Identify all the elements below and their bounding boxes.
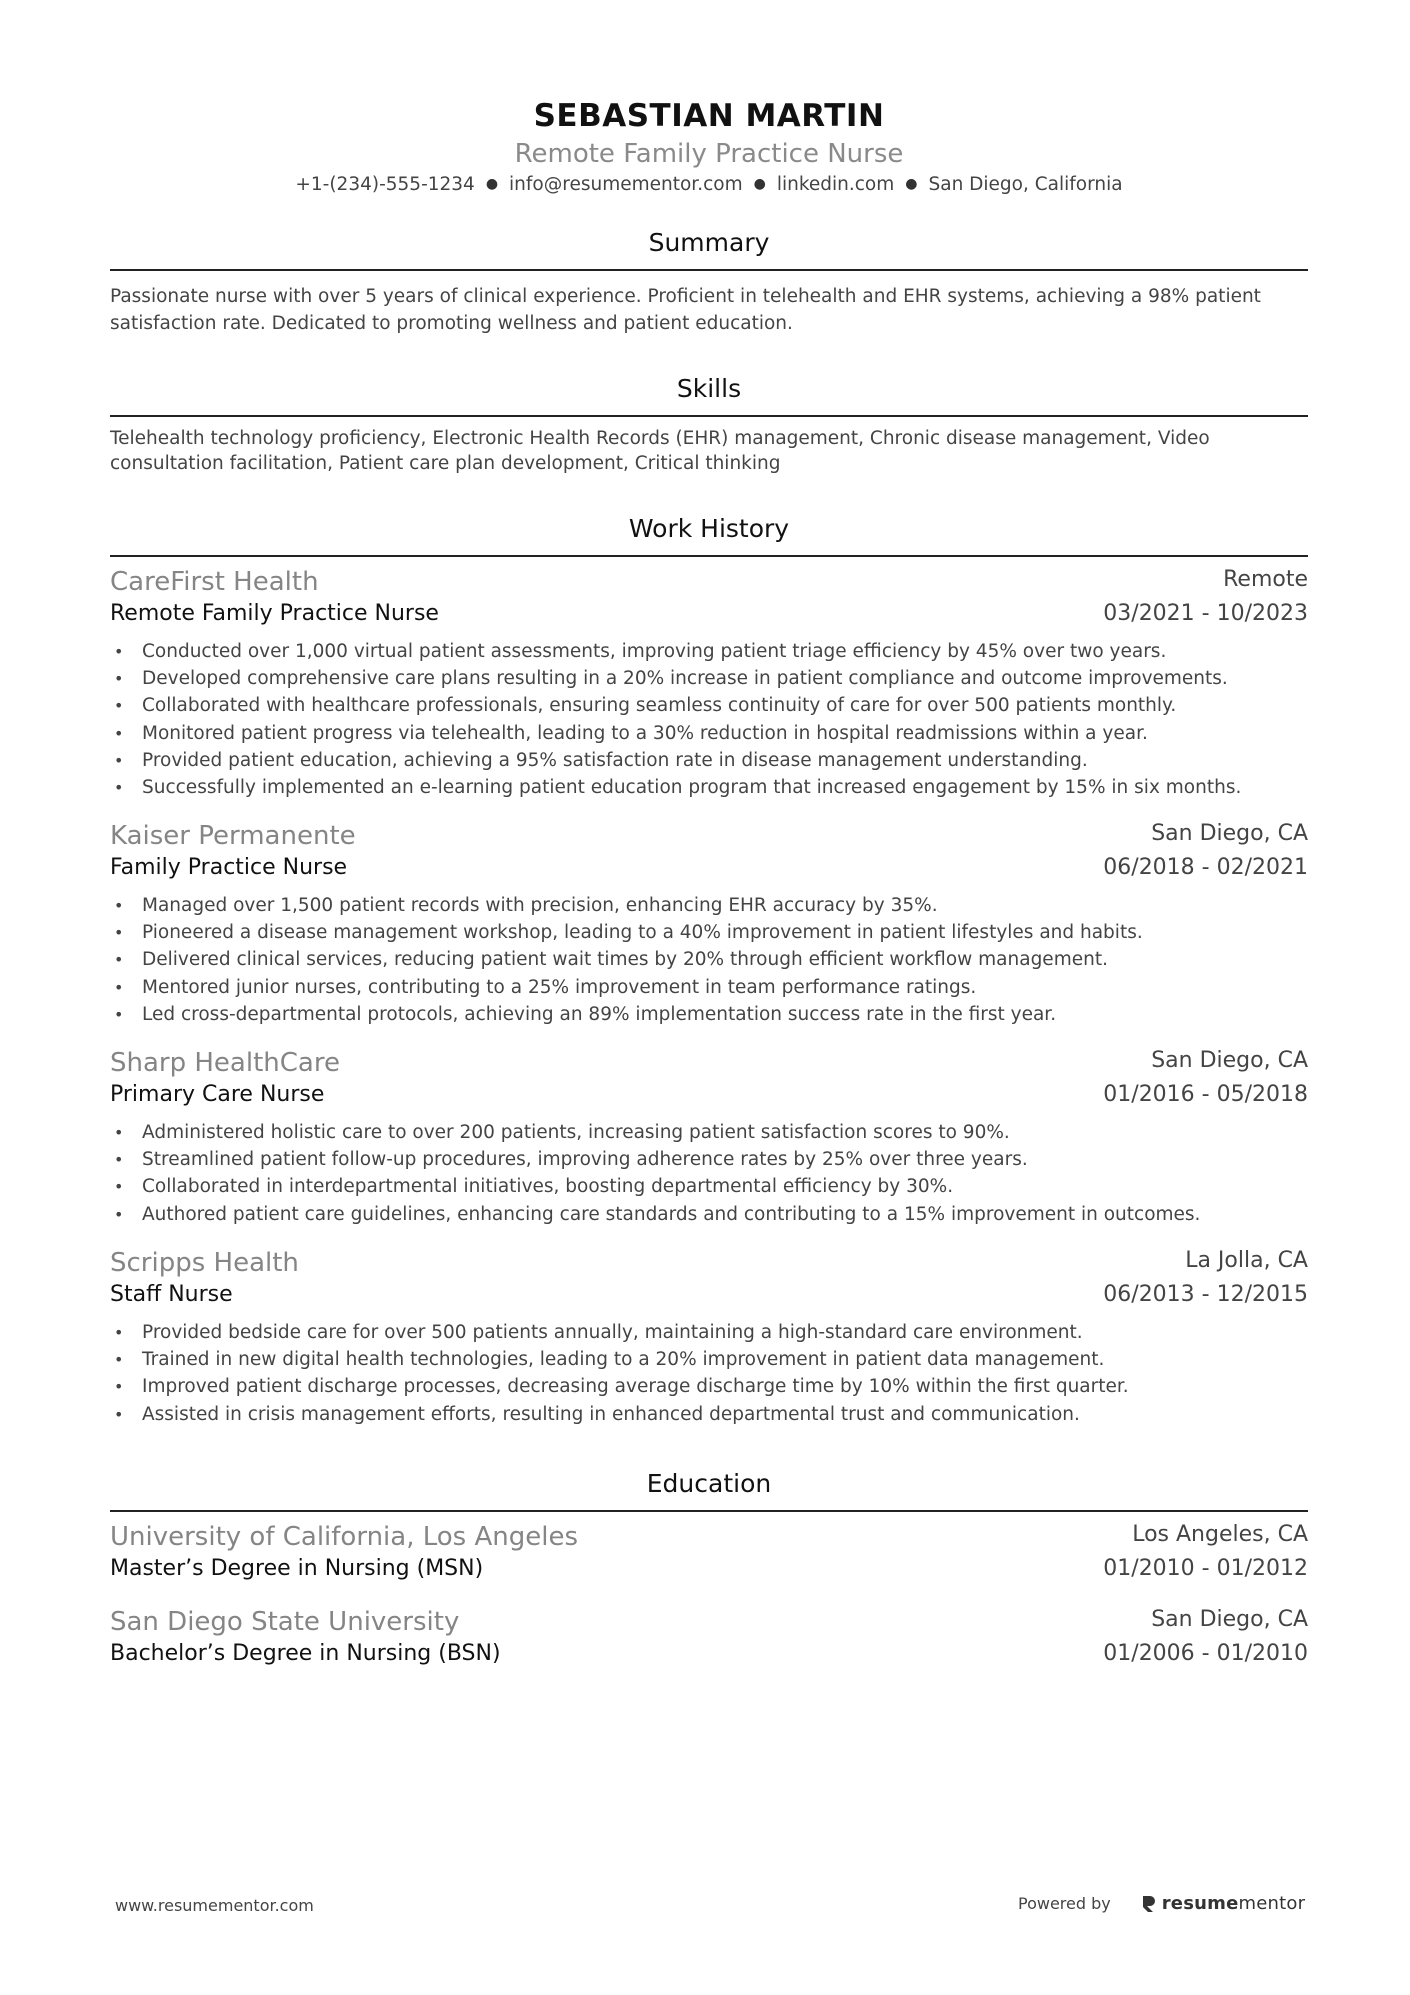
education-heading: Education — [646, 1469, 772, 1498]
company-name: Scripps Health — [110, 1248, 299, 1278]
email-link[interactable]: info@resumementor.com — [509, 174, 743, 195]
bullet-item: • Conducted over 1,000 virtual patient assessments, improving patient triage efficiency by 45% over two years. — [110, 638, 1308, 665]
bullet-item: • Collaborated with healthcare professionals, ensuring seamless continuity of care for over 500 patients monthly. — [110, 692, 1308, 719]
job-dates: 06/2018 - 02/2021 — [1103, 855, 1308, 880]
school-location: San Diego, CA — [1151, 1607, 1308, 1632]
footer-branding — [1018, 1893, 1305, 1914]
job-location: San Diego, CA — [1151, 1048, 1308, 1073]
phone: +1-(234)-555-1234 — [295, 174, 475, 195]
school-name: University of California, Los Angeles — [110, 1522, 579, 1552]
powered-by-label: Powered by — [1018, 1894, 1111, 1913]
bullet-item: • Successfully implemented an e-learning patient education program that increased engagement by 15% in six months. — [110, 774, 1308, 801]
logo-text-light: mentor — [1238, 1893, 1306, 1914]
bullet-item: • Assisted in crisis management efforts, resulting in enhanced departmental trust and communication. — [110, 1401, 1308, 1428]
candidate-name: SEBASTIAN MARTIN — [533, 98, 885, 134]
resumementor-logo[interactable] — [1141, 1893, 1305, 1914]
job-location: La Jolla, CA — [1185, 1248, 1308, 1273]
logo-text-bold: resume — [1161, 1893, 1239, 1914]
job-bullets — [110, 638, 1308, 801]
company-name: CareFirst Health — [110, 567, 319, 597]
separator-dot-icon: ● — [753, 176, 766, 192]
work-history-heading: Work History — [628, 514, 790, 543]
section-divider — [110, 415, 1308, 417]
bullet-item: • Pioneered a disease management workshop, leading to a 40% improvement in patient lifestyles and habits. — [110, 919, 1308, 946]
degree: Master’s Degree in Nursing (MSN) — [110, 1556, 484, 1581]
job-bullets — [110, 1319, 1308, 1428]
company-name: Sharp HealthCare — [110, 1048, 340, 1078]
bullet-item: • Led cross-departmental protocols, achieving an 89% implementation success rate in the first year. — [110, 1001, 1308, 1028]
job-role: Family Practice Nurse — [110, 855, 348, 880]
section-divider — [110, 269, 1308, 271]
job-bullets — [110, 892, 1308, 1028]
job-dates: 06/2013 - 12/2015 — [1103, 1282, 1308, 1307]
skills-heading: Skills — [676, 374, 742, 403]
bullet-item: • Provided patient education, achieving a 95% satisfaction rate in disease management understanding. — [110, 747, 1308, 774]
job-role: Staff Nurse — [110, 1282, 233, 1307]
skills-text: Telehealth technology proficiency, Electronic Health Records (EHR) management, Chronic disease management, Video consultation facilitation, Patient care plan development, Critical thinking — [110, 428, 1210, 474]
bullet-item: • Collaborated in interdepartmental initiatives, boosting departmental efficiency by 30%. — [110, 1173, 1308, 1200]
bullet-item: • Provided bedside care for over 500 patients annually, maintaining a high-standard care environment. — [110, 1319, 1308, 1346]
bullet-item: • Authored patient care guidelines, enhancing care standards and contributing to a 15% improvement in outcomes. — [110, 1201, 1308, 1228]
contact-line — [110, 174, 1308, 195]
summary-text: Passionate nurse with over 5 years of clinical experience. Proficient in telehealth and EHR systems, achieving a 98% patient satisfaction rate. Dedicated to promoting wellness and patient education. — [110, 286, 1261, 334]
summary-heading: Summary — [648, 228, 770, 257]
job-location: San Diego, CA — [1151, 821, 1308, 846]
footer-website-link[interactable]: www.resumementor.com — [115, 1896, 314, 1915]
bullet-item: • Trained in new digital health technologies, leading to a 20% improvement in patient data management. — [110, 1346, 1308, 1373]
job-dates: 03/2021 - 10/2023 — [1103, 601, 1308, 626]
degree: Bachelor’s Degree in Nursing (BSN) — [110, 1641, 501, 1666]
job-location: Remote — [1223, 567, 1308, 592]
bullet-item: • Managed over 1,500 patient records with precision, enhancing EHR accuracy by 35%. — [110, 892, 1308, 919]
job-role: Primary Care Nurse — [110, 1082, 325, 1107]
job-role: Remote Family Practice Nurse — [110, 601, 439, 626]
bullet-item: • Delivered clinical services, reducing patient wait times by 20% through efficient workflow management. — [110, 946, 1308, 973]
school-location: Los Angeles, CA — [1132, 1522, 1308, 1547]
location: San Diego, California — [928, 174, 1123, 195]
bullet-item: • Monitored patient progress via telehealth, leading to a 30% reduction in hospital readmissions within a year. — [110, 720, 1308, 747]
job-bullets — [110, 1119, 1308, 1228]
bullet-item: • Administered holistic care to over 200 patients, increasing patient satisfaction scores to 90%. — [110, 1119, 1308, 1146]
education-dates: 01/2006 - 01/2010 — [1103, 1641, 1308, 1666]
job-dates: 01/2016 - 05/2018 — [1103, 1082, 1308, 1107]
bullet-item: • Streamlined patient follow-up procedures, improving adherence rates by 25% over three years. — [110, 1146, 1308, 1173]
education-dates: 01/2010 - 01/2012 — [1103, 1556, 1308, 1581]
bullet-item: • Developed comprehensive care plans resulting in a 20% increase in patient compliance and outcome improvements. — [110, 665, 1308, 692]
separator-dot-icon: ● — [905, 176, 918, 192]
separator-dot-icon: ● — [485, 176, 499, 192]
resumementor-logo-icon — [1141, 1894, 1157, 1914]
section-divider — [110, 1510, 1308, 1512]
school-name: San Diego State University — [110, 1607, 460, 1637]
company-name: Kaiser Permanente — [110, 821, 356, 851]
candidate-title: Remote Family Practice Nurse — [514, 139, 904, 169]
linkedin-link[interactable]: linkedin.com — [776, 174, 895, 195]
bullet-item: • Improved patient discharge processes, decreasing average discharge time by 10% within the first quarter. — [110, 1373, 1308, 1400]
bullet-item: • Mentored junior nurses, contributing to a 25% improvement in team performance ratings. — [110, 974, 1308, 1001]
section-divider — [110, 555, 1308, 557]
